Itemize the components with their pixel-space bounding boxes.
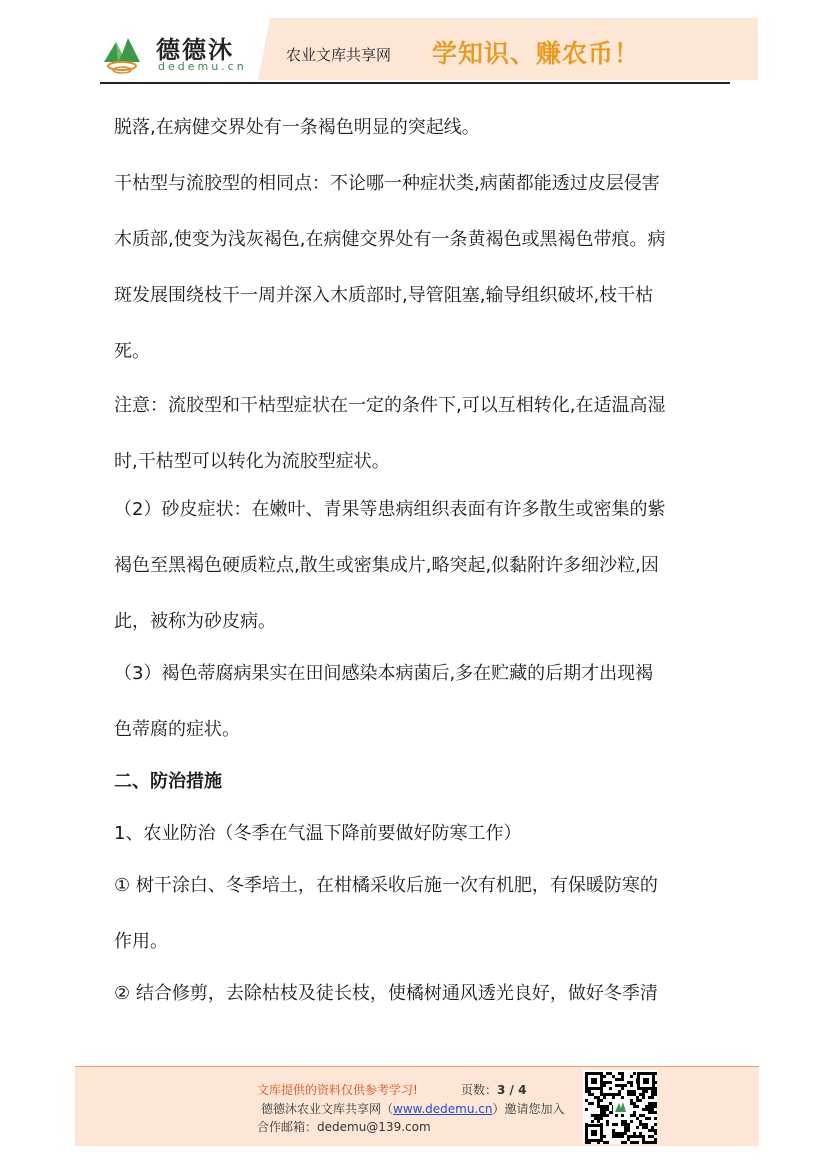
body-line: 1、农业防治（冬季在气温下降前要做好防寒工作） [114,823,522,844]
header-divider [100,82,730,84]
body-line: 褐色至黑褐色硬质粒点,散生或密集成片,略突起,似黏附许多细沙粒,因 [114,555,659,576]
page-header [0,0,827,90]
site-link[interactable]: www.dedemu.cn [393,1102,493,1116]
body-line: （3）褐色蒂腐病果实在田间感染本病菌后,多在贮藏的后期才出现褐 [114,663,654,684]
footer-divider [75,1066,759,1067]
page-current: 3 [497,1083,506,1097]
site-name: 农业文库共享网 [286,46,392,64]
body-line: 此，被称为砂皮病。 [114,611,276,632]
page-footer [75,1066,759,1146]
section-heading: 二、防治措施 [114,771,222,792]
footer-notice: 文库提供的资料仅供参考学习! [257,1083,418,1097]
qr-code-icon [583,1070,657,1144]
body-line: ① 树干涂白、冬季培土，在柑橘采收后施一次有机肥，有保暖防寒的 [114,875,658,896]
body-line: 木质部,使变为浅灰褐色,在病健交界处有一条黄褐色或黑褐色带痕。病 [114,229,666,250]
footer-invite [261,1100,565,1117]
page-counter [461,1081,526,1098]
page-total: 4 [518,1083,527,1097]
page-counter-label: 页数： [461,1083,498,1097]
invite-suffix: ）邀请您加入 [492,1102,565,1116]
page-separator: / [505,1083,519,1097]
body-line: ② 结合修剪，去除枯枝及徒长枝，使橘树通风透光良好，做好冬季清 [114,983,658,1004]
invite-prefix: 德德沐农业文库共享网（ [261,1102,394,1116]
body-line: （2）砂皮症状：在嫩叶、青果等患病组织表面有许多散生或密集的紫 [114,499,666,520]
body-line: 时,干枯型可以转化为流胶型症状。 [114,451,390,472]
logo-subtitle: dedemu.cn [158,60,247,73]
body-line: 干枯型与流胶型的相同点：不论哪一种症状类,病菌都能透过皮层侵害 [114,173,660,194]
body-line: 死。 [114,341,150,362]
logo-icon [100,32,144,76]
logo-title: 德德沐 [156,35,234,64]
footer-email: 合作邮箱：dedemu@139.com [257,1120,431,1134]
body-line: 注意：流胶型和干枯型症状在一定的条件下,可以互相转化,在适温高湿 [114,395,666,416]
header-slogan: 学知识、赚农币！ [432,39,641,68]
body-line: 色蒂腐的症状。 [114,719,240,740]
body-line: 脱落,在病健交界处有一条褐色明显的突起线。 [114,117,480,138]
body-line: 作用。 [114,931,168,952]
body-line: 斑发展围绕枝干一周并深入木质部时,导管阻塞,输导组织破坏,枝干枯 [114,285,654,306]
